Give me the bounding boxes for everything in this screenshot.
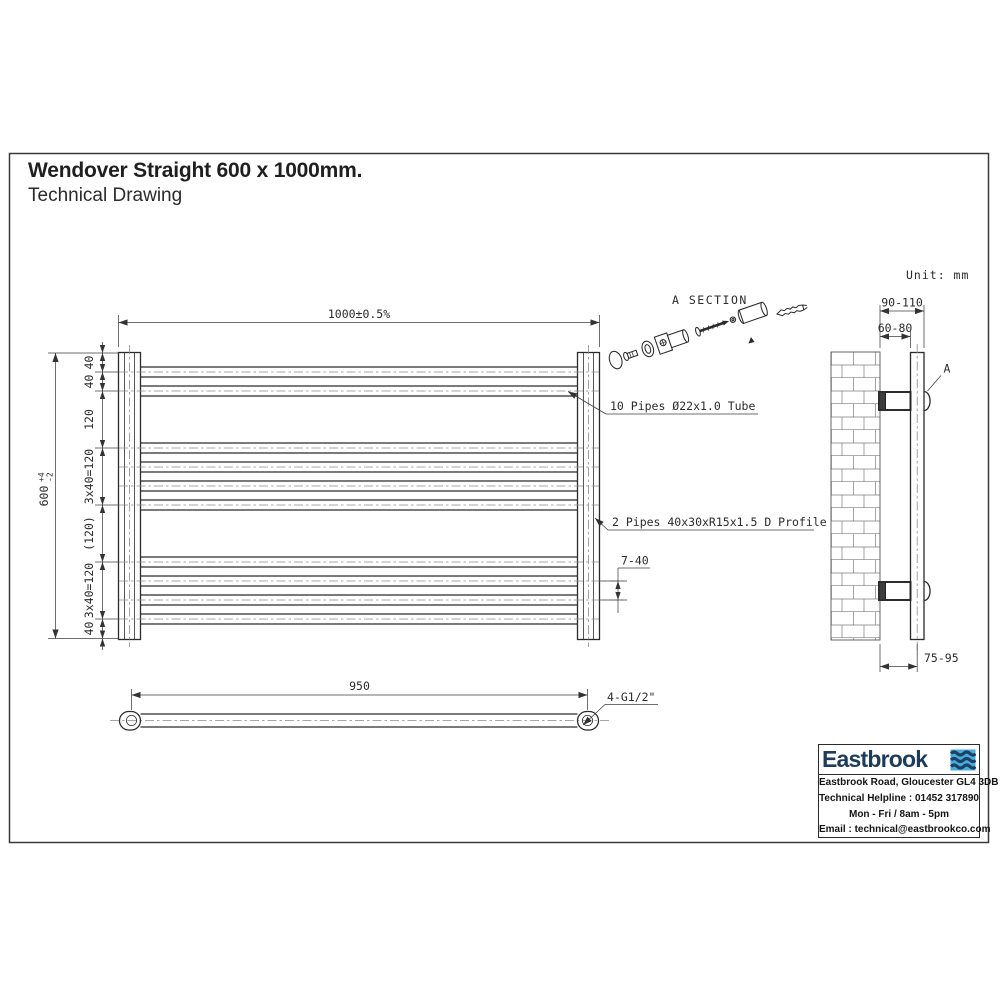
bottom-view — [110, 679, 658, 730]
width-dim-text: 1000±0.5% — [327, 307, 391, 321]
wall-section — [831, 352, 880, 640]
wall-bracket-top — [879, 392, 911, 410]
drawing-subtitle: Technical Drawing — [28, 185, 183, 206]
centres-dimension — [132, 679, 588, 710]
eastbrook-wave-icon — [950, 749, 976, 771]
height-dimension — [37, 353, 119, 639]
section-marker-text: A — [943, 361, 951, 376]
section-marker — [928, 362, 951, 392]
bracket-dimension — [878, 321, 913, 348]
height-dim-text: 600 — [37, 485, 51, 507]
chain-dim-0: 40 — [82, 355, 96, 370]
width-dimension — [119, 307, 600, 347]
centres-dim-text: 950 — [349, 679, 370, 693]
connection-label-text: 4-G1/2" — [607, 690, 656, 704]
email-line: Email : technical@eastbrookco.com — [819, 824, 991, 836]
radiator-side-profile — [911, 344, 931, 654]
section-view — [607, 293, 808, 371]
height-tol-plus: +4 — [37, 472, 46, 482]
brand-wordmark: Eastbrook — [822, 746, 928, 772]
section-exploded-parts — [607, 300, 769, 371]
height-tol-minus: -2 — [45, 472, 55, 482]
centre-dim-text: 75-95 — [924, 651, 959, 665]
chain-dim-5: 3x40=120 — [82, 562, 96, 619]
connection-callout — [583, 690, 658, 725]
section-title: A SECTION — [672, 293, 748, 307]
left-side-tube — [119, 345, 141, 647]
front-view — [37, 307, 827, 650]
section-axis-arrow — [749, 337, 755, 344]
gap-dimension — [599, 554, 650, 614]
right-side-tube — [578, 345, 600, 647]
address-line: Eastbrook Road, Gloucester GL4 3DB — [819, 777, 999, 788]
helpline-line: Technical Helpline : 01452 317890 — [819, 792, 979, 804]
bracket-dim-text: 60-80 — [877, 321, 913, 335]
unit-label: Unit: mm — [906, 268, 970, 282]
profile-callout — [595, 515, 827, 530]
profile-label-text: 2 Pipes 40x30xR15x1.5 D Profile — [612, 515, 827, 529]
gap-dim-text: 7-40 — [621, 553, 649, 568]
product-title: Wendover Straight 600 x 1000mm. — [28, 159, 363, 182]
hours-line: Mon - Fri / 8am - 5pm — [848, 808, 949, 820]
pipes-label-text: 10 Pipes Ø22x1.0 Tube — [610, 399, 756, 413]
chain-dim-4: (120) — [82, 516, 96, 551]
rail-spacing-dimensions — [82, 342, 119, 650]
chain-dim-2: 120 — [82, 409, 96, 430]
contact-details — [819, 775, 999, 838]
depth-dim-text: 90-110 — [881, 295, 923, 310]
manufacturer-info-box — [818, 744, 999, 838]
centre-dimension — [880, 644, 959, 672]
chain-dim-6: 40 — [82, 621, 96, 636]
brand-logo-row — [819, 745, 979, 775]
pipes-callout — [568, 392, 758, 415]
wall-bracket-bottom — [879, 582, 911, 600]
side-view — [831, 296, 959, 673]
wall-plug-part — [776, 304, 808, 317]
chain-dim-1: 40 — [82, 374, 96, 389]
chain-dim-3: 3x40=120 — [82, 448, 96, 505]
cross-rails — [119, 367, 627, 624]
